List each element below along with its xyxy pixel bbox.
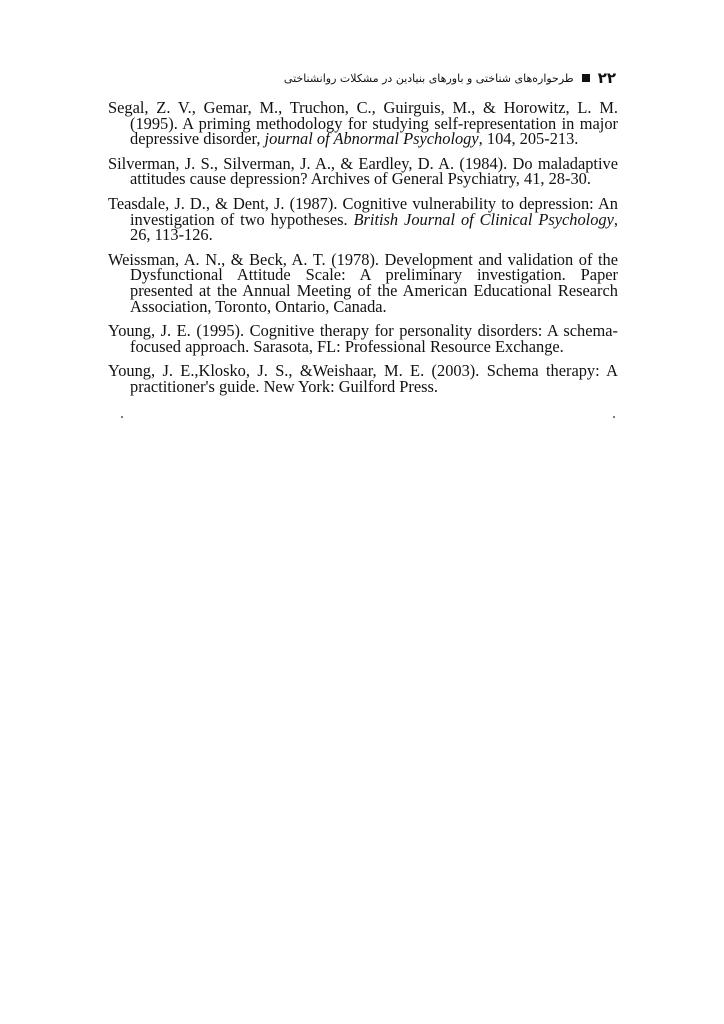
scan-speck <box>613 416 615 418</box>
reference-entry <box>108 193 618 245</box>
reference-journal: journal of Abnormal Psychology <box>264 129 479 149</box>
reference-list <box>108 100 618 404</box>
reference-text: Teasdale, J. D., & Dent, J. (1987). Cognitive vulnerability to depression: An investigation of two hypotheses. <box>108 193 618 229</box>
reference-entry <box>108 323 618 354</box>
reference-entry <box>108 100 618 147</box>
square-bullet-icon <box>582 74 590 82</box>
reference-entry <box>108 153 618 189</box>
reference-text: Young, J. E.,Klosko, J. S., &Weishaar, M. E. (2003). Schema therapy: A practitioner's guide. New York: Guilford Press. <box>108 361 618 396</box>
reference-details: , 26, 113-126. <box>130 209 618 245</box>
reference-details: , 104, 205-213. <box>478 129 579 149</box>
reference-text: Weissman, A. N., & Beck, A. T. (1978). Development and validation of the Dysfunctional Attitude Scale: A preliminary investigation. Paper presented at the Annual Meeting of the American Educational Research Association, Toronto, Ontario, Canada. <box>108 249 618 316</box>
reference-text: Young, J. E. (1995). Cognitive therapy for personality disorders: A schema-focused approach. Sarasota, FL: Professional Resource Exchange. <box>108 321 618 356</box>
reference-journal: British Journal of Clinical Psychology <box>353 209 614 229</box>
reference-entry <box>108 363 618 394</box>
page-header <box>280 68 616 88</box>
scan-speck <box>121 416 123 418</box>
reference-text: Silverman, J. S., Silverman, J. A., & Eardley, D. A. (1984). Do maladaptive attitudes cause depression? Archives of General Psychiatry, 41, 28-30. <box>108 153 618 189</box>
page-number: ۲۲ <box>597 69 616 87</box>
reference-text: Segal, Z. V., Gemar, M., Truchon, C., Guirguis, M., & Horowitz, L. M. (1995). A priming methodology for studying self-representation in major depressive disorder, <box>108 98 618 149</box>
reference-entry <box>108 249 618 316</box>
running-title: طرحواره‌های شناختی و باورهای بنیادین در مشکلات روانشناختی <box>283 71 574 85</box>
